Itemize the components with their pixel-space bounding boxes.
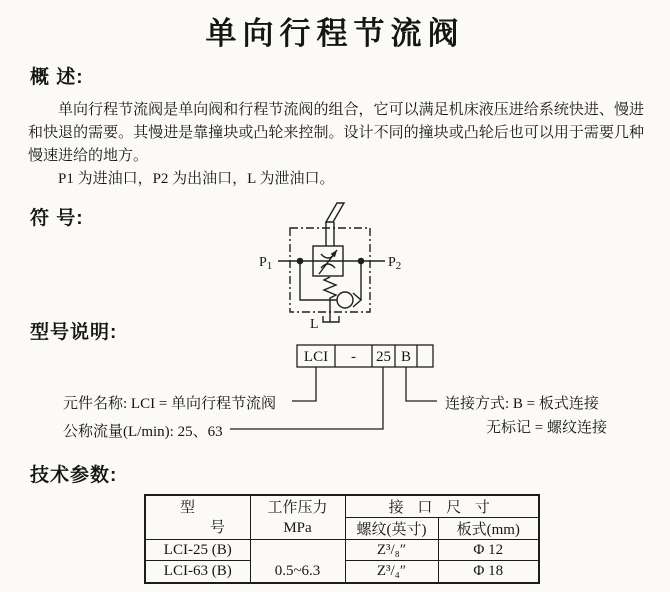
model-code-segment-flow: 25 xyxy=(376,349,391,365)
model-code-segment-name: LCI xyxy=(303,349,329,365)
tech-table-header-row-1 xyxy=(145,495,539,518)
symbol-drain-bracket xyxy=(323,316,339,322)
model-callout-flow: 公称流量(L/min): 25、63 xyxy=(63,424,223,440)
tech-cell-model-2: LCI-63 (B) xyxy=(145,561,250,583)
tech-th-port-size: 接 口 尺 寸 xyxy=(345,495,539,518)
overview-paragraphs xyxy=(28,99,644,191)
table-row xyxy=(145,540,539,561)
page-title: 单向行程节流阀 xyxy=(205,16,465,51)
model-leader-conn xyxy=(406,367,437,401)
model-code-segment-dash: - xyxy=(351,349,356,365)
tech-th-plate: 板式(mm) xyxy=(438,518,539,540)
tech-heading: 技术参数: xyxy=(30,465,118,486)
symbol-check-ball xyxy=(337,292,353,308)
model-callout-conn2: 无标记 = 螺纹连接 xyxy=(486,420,607,436)
tech-th-model-char-1: 型 xyxy=(180,499,196,516)
model-callout-name: 元件名称: LCI = 单向行程节流阀 xyxy=(63,396,277,412)
tech-cell-pressure: 0.5~6.3 xyxy=(250,540,345,583)
tech-cell-thread-2: Z³/₄″ xyxy=(345,561,438,583)
overview-paragraph-2: P1 为进油口，P2 为出油口，L 为泄油口。 xyxy=(58,171,335,187)
tech-cell-plate-1: Φ 12 xyxy=(438,540,539,561)
port-label-l: L xyxy=(310,317,319,332)
tech-th-thread: 螺纹(英寸) xyxy=(345,518,438,540)
symbol-spring xyxy=(324,277,336,300)
tech-th-pressure-line-1: 工作压力 xyxy=(267,499,328,516)
tech-th-pressure-line-2: MPa xyxy=(283,519,312,536)
tech-th-pressure xyxy=(250,495,345,540)
symbol-bypass-left xyxy=(300,261,337,300)
tech-cell-model-1: LCI-25 (B) xyxy=(145,540,250,561)
symbol-check-seat xyxy=(353,293,361,307)
tech-th-model-char-2: 号 xyxy=(210,519,226,536)
symbol-heading: 符 号: xyxy=(30,208,84,229)
tech-cell-plate-2: Φ 18 xyxy=(438,561,539,583)
port-label-p2: $P_2$ xyxy=(388,255,402,272)
model-callout-conn1: 连接方式: B = 板式连接 xyxy=(445,396,599,412)
model-code-segment-conn: B xyxy=(400,349,412,365)
symbol-actuator-rod xyxy=(326,222,334,246)
model-leader-name xyxy=(292,367,316,401)
port-label-p1: $P_1$ xyxy=(259,255,273,272)
tech-th-model xyxy=(145,495,250,540)
model-heading: 型号说明: xyxy=(30,322,118,343)
symbol-cam-flag xyxy=(326,203,344,222)
tech-table xyxy=(144,494,540,584)
overview-heading: 概 述: xyxy=(30,67,84,88)
overview-paragraph-1: 单向行程节流阀是单向阀和行程节流阀的组合，它可以满足机床液压进给系统快进、慢进和快退的需要。其慢进是靠撞块或凸轮来控制。设计不同的撞块或凸轮后也可以用于需要几种慢速进给的地方。 xyxy=(28,102,644,164)
tech-cell-thread-1: Z³/₈″ xyxy=(345,540,438,561)
hydraulic-symbol-diagram xyxy=(255,198,415,335)
